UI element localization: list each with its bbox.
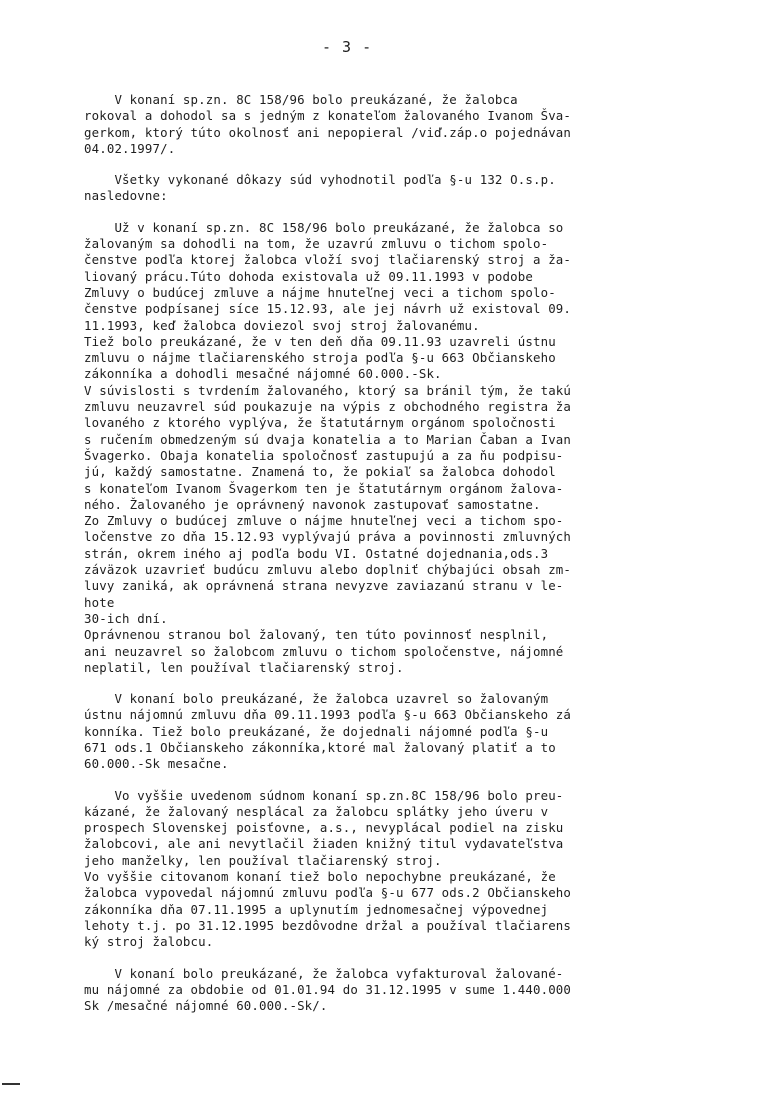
- text-line: Všetky vykonané dôkazy súd vyhodnotil podľa §-u 132 O.s.p.: [84, 172, 556, 188]
- text-line: lehoty t.j. po 31.12.1995 bezdôvodne držal a používal tlačiarens: [84, 917, 572, 933]
- paragraph-5: [84, 788, 724, 951]
- text-line: V konaní sp.zn. 8C 158/96 bolo preukázané, že žalobca: [84, 92, 518, 107]
- text-line: 04.02.1997/.: [84, 140, 176, 156]
- text-line: jú, každý samostatne. Znamená to, že pokiaľ sa žalobca dohodol: [84, 464, 556, 480]
- text-line: Vo vyššie uvedenom súdnom konaní sp.zn.8C 158/96 bolo preu-: [84, 787, 564, 803]
- text-line: kázané, že žalovaný nesplácal za žalobcu splátky jeho úveru v: [84, 803, 549, 819]
- text-line: neplatil, len používal tlačiarenský stroj.: [84, 659, 404, 675]
- text-line: hote: [84, 594, 115, 610]
- text-line: 671 ods.1 Občianskeho zákonníka,ktoré mal žalovaný platiť a to: [84, 739, 556, 755]
- scan-edge-mark: [2, 1083, 20, 1085]
- paragraph-gap: [84, 773, 724, 788]
- paragraph-2: [84, 172, 724, 205]
- text-line: Zmluvy o budúcej zmluve a nájme hnuteľnej veci a tichom spolo-: [84, 284, 556, 300]
- text-line: Švagerko. Obaja konatelia spoločnosť zastupujú a za ňu podpisu-: [84, 447, 564, 463]
- text-line: s ručením obmedzeným sú dvaja konatelia a to Marian Čaban a Ivan: [84, 431, 572, 447]
- text-line: žalovaným sa dohodli na tom, že uzavrú zmluvu o tichom spolo-: [84, 236, 549, 252]
- text-line: s konateľom Ivanom Švagerkom ten je štatutárnym orgánom žalova-: [84, 480, 564, 496]
- text-line: Tiež bolo preukázané, že v ten deň dňa 09.11.93 uzavreli ústnu: [84, 333, 556, 349]
- text-line: konníka. Tiež bolo preukázané, že dojednali nájomné podľa §-u: [84, 723, 549, 739]
- text-line: 30-ich dní.: [84, 610, 168, 626]
- text-line: čenstve podľa ktorej žalobca vloží svoj tlačiarenský stroj a ža-: [84, 252, 572, 268]
- paragraph-4: [84, 691, 724, 772]
- text-line: Oprávnenou stranou bol žalovaný, ten túto povinnosť nesplnil,: [84, 627, 549, 643]
- text-line: záväzok uzavrieť budúcu zmluvu alebo doplniť chýbajúci obsah zm-: [84, 562, 572, 578]
- text-line: zmluvu o nájme tlačiarenského stroja podľa §-u 663 Občianskeho: [84, 350, 556, 366]
- text-line: zmluvu neuzavrel súd poukazuje na výpis z obchodného registra ža: [84, 399, 572, 415]
- paragraph-gap: [84, 951, 724, 966]
- text-line: nasledovne:: [84, 188, 168, 204]
- paragraph-1: [84, 92, 724, 157]
- paragraph-gap: [84, 157, 724, 172]
- text-line: ký stroj žalobcu.: [84, 934, 214, 950]
- text-line: ani neuzavrel so žalobcom zmluvu o tichom spoločenstve, nájomné: [84, 643, 564, 659]
- text-line: strán, okrem iného aj podľa bodu VI. Ostatné dojednania,ods.3: [84, 545, 549, 561]
- text-line: jeho manželky, len používal tlačiarenský stroj.: [84, 852, 442, 868]
- document-body: [84, 92, 724, 1014]
- text-line: žalobcovi, ale ani nevytlačil žiaden knižný titul vydavateľstva: [84, 836, 564, 852]
- text-line: V súvislosti s tvrdením žalovaného, ktorý sa bránil tým, že takú: [84, 382, 572, 398]
- text-line: ného. Žalovaného je oprávnený navonok zastupovať samostatne.: [84, 496, 541, 512]
- text-line: gerkom, ktorý túto okolnosť ani nepopieral /viď.záp.o pojednávan: [84, 124, 572, 140]
- text-line: Sk /mesačné nájomné 60.000.-Sk/.: [84, 998, 328, 1014]
- text-line: 60.000.-Sk mesačne.: [84, 756, 229, 772]
- text-line: lovaného z ktorého vyplýva, že štatutárnym orgánom spoločnosti: [84, 415, 556, 431]
- text-line: čenstve podpísanej síce 15.12.93, ale jej návrh už existoval 09.: [84, 301, 572, 317]
- paragraph-3: [84, 220, 724, 676]
- paragraph-gap: [84, 676, 724, 691]
- text-line: rokoval a dohodol sa s jedným z konateľom žalovaného Ivanom Šva-: [84, 108, 572, 124]
- text-line: luvy zaniká, ak oprávnená strana nevyzve zaviazanú stranu v le-: [84, 578, 564, 594]
- text-line: Zo Zmluvy o budúcej zmluve o nájme hnuteľnej veci a tichom spo-: [84, 513, 564, 529]
- text-line: ústnu nájomnú zmluvu dňa 09.11.1993 podľa §-u 663 Občianskeho zá: [84, 707, 572, 723]
- paragraph-gap: [84, 205, 724, 220]
- page-number: - 3 -: [322, 38, 373, 56]
- paragraph-6: [84, 966, 724, 1015]
- text-line: ločenstve zo dňa 15.12.93 vyplývajú práva a povinnosti zmluvných: [84, 529, 572, 545]
- text-line: 11.1993, keď žalobca doviezol svoj stroj žalovanému.: [84, 317, 480, 333]
- text-line: V konaní bolo preukázané, že žalobca uzavrel so žalovaným: [84, 691, 549, 707]
- text-line: Už v konaní sp.zn. 8C 158/96 bolo preukázané, že žalobca so: [84, 219, 564, 235]
- text-line: zákonníka a dohodli mesačné nájomné 60.000.-Sk.: [84, 366, 442, 382]
- text-line: žalobca vypovedal nájomnú zmluvu podľa §-u 677 ods.2 Občianskeho: [84, 885, 572, 901]
- text-line: V konaní bolo preukázané, že žalobca vyfakturoval žalované-: [84, 965, 564, 981]
- text-line: Vo vyššie citovanom konaní tiež bolo nepochybne preukázané, že: [84, 869, 556, 885]
- text-line: prospech Slovenskej poisťovne, a.s., nevyplácal podiel na zisku: [84, 820, 564, 836]
- text-line: liovaný prácu.Túto dohoda existovala už 09.11.1993 v podobe: [84, 268, 533, 284]
- text-line: mu nájomné za obdobie od 01.01.94 do 31.12.1995 v sume 1.440.000: [84, 981, 572, 997]
- text-line: zákonníka dňa 07.11.1995 a uplynutím jednomesačnej výpovednej: [84, 901, 549, 917]
